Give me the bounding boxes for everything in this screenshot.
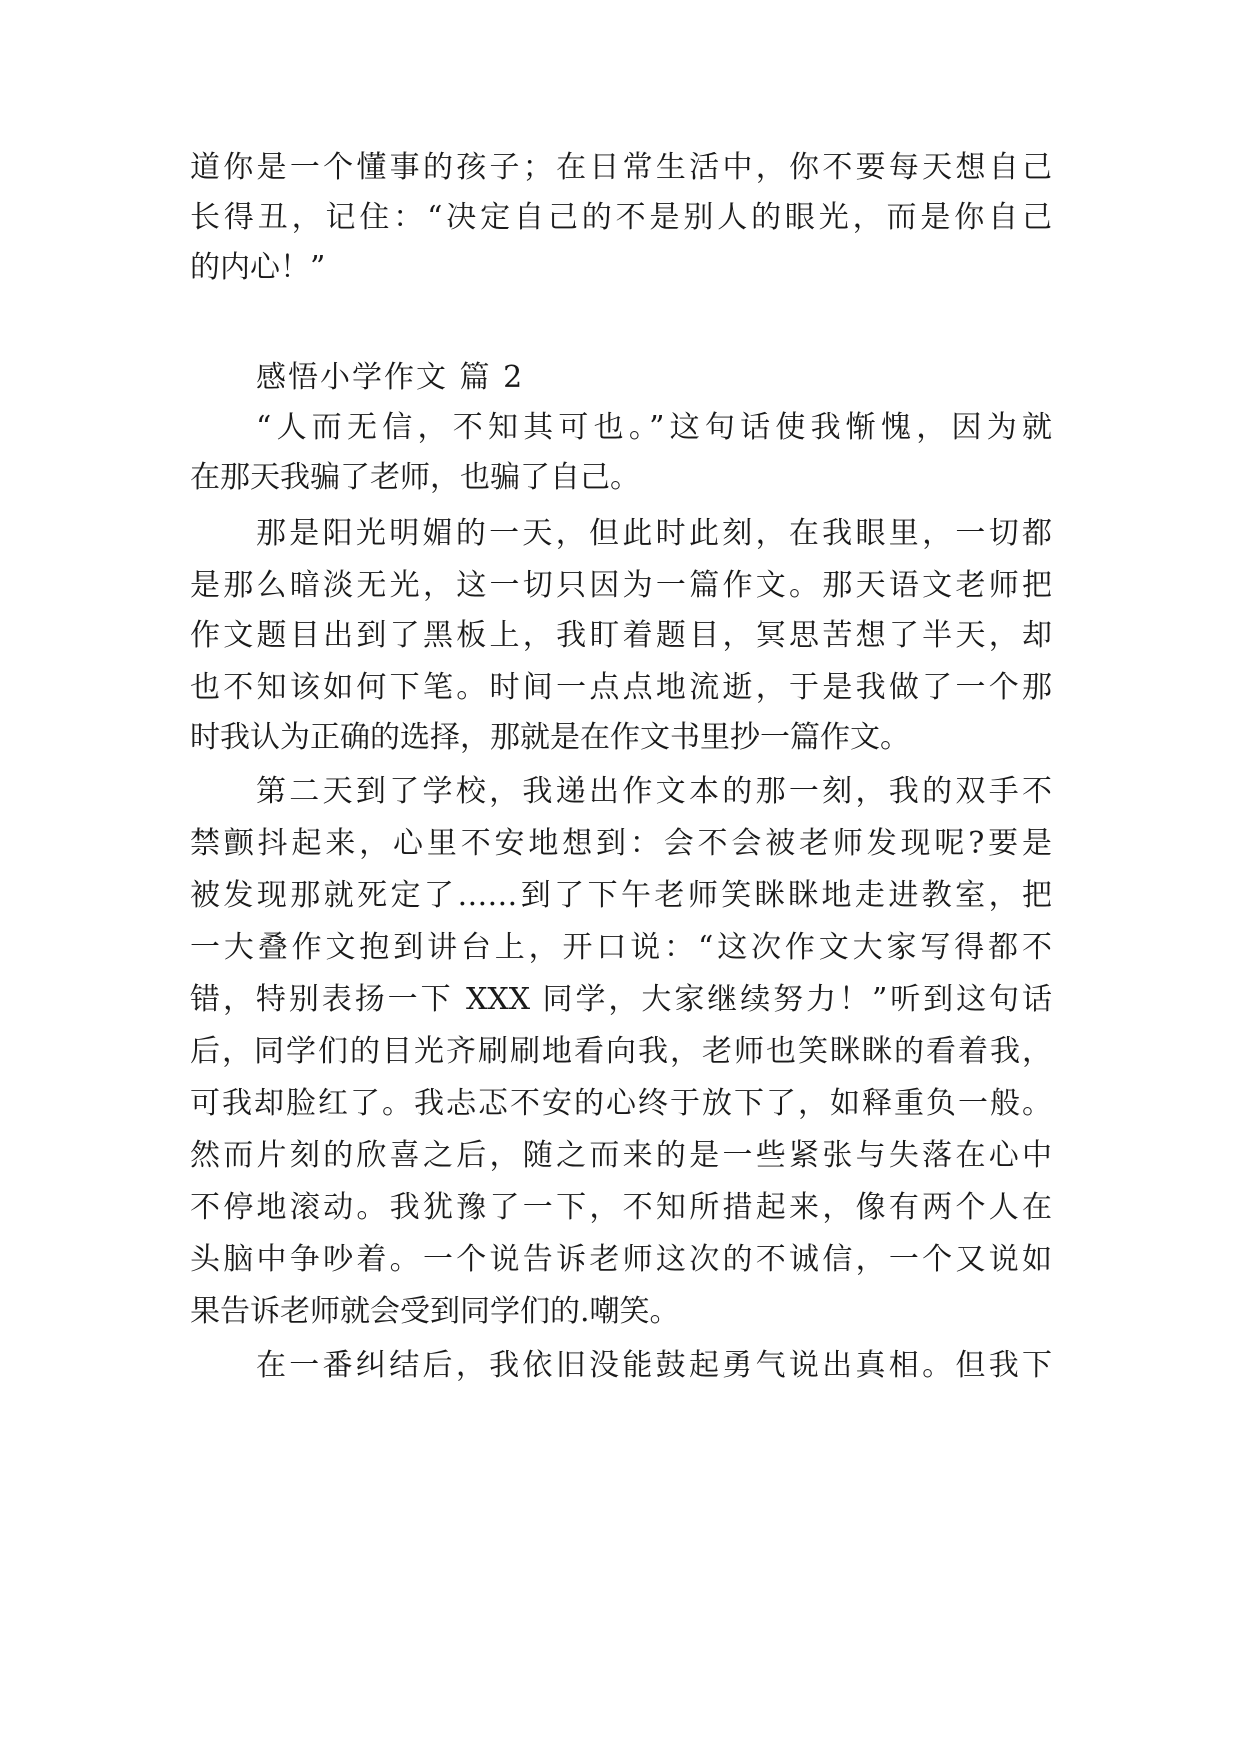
text-line: 果告诉老师就会受到同学们的.嘲笑。 <box>190 1294 680 1329</box>
section-heading: 感悟小学作文 篇 2 <box>256 360 525 395</box>
text-line: 时我认为正确的选择，那就是在作文书里抄一篇作文。 <box>190 720 910 755</box>
text-line: 头脑中争吵着。一个说告诉老师这次的不诚信，一个又说如 <box>190 1242 1052 1277</box>
text-line: 的内心！” <box>190 250 326 285</box>
text-line: 禁颤抖起来，心里不安地想到：会不会被老师发现呢?要是 <box>190 826 1052 861</box>
text-line: 在一番纠结后，我依旧没能鼓起勇气说出真相。但我下 <box>256 1348 1052 1383</box>
text-line: 道你是一个懂事的孩子；在日常生活中，你不要每天想自己 <box>190 150 1052 185</box>
text-line: 错，特别表扬一下 XXX 同学，大家继续努力！”听到这句话 <box>190 982 1052 1017</box>
text-line: 那是阳光明媚的一天，但此时此刻，在我眼里，一切都 <box>256 516 1052 551</box>
text-line: 被发现那就死定了……到了下午老师笑眯眯地走进教室，把 <box>190 878 1052 913</box>
text-line: 是那么暗淡无光，这一切只因为一篇作文。那天语文老师把 <box>190 568 1052 603</box>
text-line: 后，同学们的目光齐刷刷地看向我，老师也笑眯眯的看着我， <box>190 1034 1052 1069</box>
text-line: “人而无信，不知其可也。”这句话使我惭愧，因为就 <box>256 410 1052 445</box>
text-line: 也不知该如何下笔。时间一点点地流逝，于是我做了一个那 <box>190 670 1052 705</box>
text-line: 不停地滚动。我犹豫了一下，不知所措起来，像有两个人在 <box>190 1190 1052 1225</box>
text-line: 可我却脸红了。我忐忑不安的心终于放下了，如释重负一般。 <box>190 1086 1052 1121</box>
text-line: 作文题目出到了黑板上，我盯着题目，冥思苦想了半天，却 <box>190 618 1052 653</box>
text-line: 一大叠作文抱到讲台上，开口说：“这次作文大家写得都不 <box>190 930 1052 965</box>
text-line: 第二天到了学校，我递出作文本的那一刻，我的双手不 <box>256 774 1052 809</box>
text-line: 然而片刻的欣喜之后，随之而来的是一些紧张与失落在心中 <box>190 1138 1052 1173</box>
text-line: 长得丑，记住：“决定自己的不是别人的眼光，而是你自己 <box>190 200 1052 235</box>
text-line: 在那天我骗了老师，也骗了自己。 <box>190 460 640 495</box>
